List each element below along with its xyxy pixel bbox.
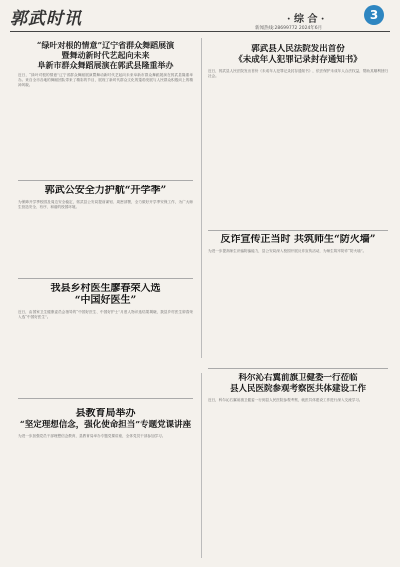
article-separator xyxy=(208,230,388,231)
article-body: 近日，郭武县人民法院发出首份《未成年人犯罪记录封存通知书》，依法保护未成年人合法权益，帮助其顺利回归社会。 xyxy=(208,69,388,78)
article-separator xyxy=(18,180,193,181)
page-header xyxy=(0,0,400,32)
article-anti-fraud xyxy=(208,234,388,374)
article-art-festival xyxy=(18,40,193,176)
article-body: 为进一步加强党员干部理想信念教育，县教育局举办专题党课讲座，全体党员干部参加学习。 xyxy=(18,434,166,438)
section-label: · 综 合 · xyxy=(287,14,325,25)
article-separator xyxy=(208,368,388,369)
article-subhead: “坚定理想信念，强化使命担当”专题党课讲座 xyxy=(19,420,192,430)
article-body: 为保障开学季校园及周边安全稳定，郭武县公安局提前谋划、周密部署，全力做好开学季安保工作，为广大师生营造安全、有序、和谐的校园环境。 xyxy=(18,200,193,209)
header-rule xyxy=(10,31,390,32)
article-police-school xyxy=(18,185,193,275)
article-headline: 郭武县人民法院发出首份 xyxy=(251,44,345,54)
article-headline: 反诈宣传正当时 共筑师生“防火墙” xyxy=(220,234,376,245)
column-divider-right xyxy=(201,373,202,558)
article-subhead: 《未成年人犯罪记录封存通知书》 xyxy=(234,55,362,65)
article-subhead: “中国好医生” xyxy=(74,295,137,306)
article-kicker: “绿叶对根的情意”辽宁省群众舞蹈展演 xyxy=(36,40,175,50)
article-body: 为进一步提高师生识骗防骗能力，县公安局深入校园开展反诈宣传活动，为师生筑牢防诈“防火墙”。 xyxy=(208,249,367,253)
newspaper-masthead: 郭武时讯 xyxy=(10,9,82,29)
page-number-badge: 3 xyxy=(364,5,384,25)
article-health-visit xyxy=(208,373,388,558)
article-headline: 县教育局举办 xyxy=(75,408,136,419)
column-divider-left xyxy=(201,38,202,358)
article-education-lecture xyxy=(18,408,193,558)
article-separator xyxy=(18,278,193,279)
article-body: 近日，由国家卫生健康委员会指导的“中国好医生、中国好护士”月度人物评选结果揭晓，我县乡村医生廖春荣入选“中国好医生”。 xyxy=(18,310,193,319)
article-headline: 郭武公安全力护航“开学季” xyxy=(44,185,167,196)
article-body: 近日，科尔沁右翼前旗卫健委一行到县人民医院参观考察，就医共体建设工作进行深入交流学习。 xyxy=(208,398,363,402)
article-headline: 科尔沁右翼前旗卫健委一行莅临 xyxy=(238,373,358,383)
article-village-doctor xyxy=(18,283,193,393)
article-subhead: 县人民医院参观考察医共体建设工作 xyxy=(229,384,366,394)
dateline: 新闻热线:28699772 2024年6月 xyxy=(255,26,323,31)
article-headline: 暨舞动新时代艺起向未来 xyxy=(61,50,150,60)
article-body: 近日，“绿叶对根的情意”辽宁省群众舞蹈展演暨舞动新时代艺起向未来阜新市群众舞蹈展演在郭武县隆重举办。来自全市各地的舞蹈团队带来了精彩的节目，展现了新时代群众文化的蓬勃发展与人民群众积极向上的精神风貌。 xyxy=(18,73,193,87)
article-headline: 我县乡村医生廖春荣入选 xyxy=(50,283,161,294)
article-separator xyxy=(18,398,193,399)
article-juvenile-records xyxy=(208,44,388,184)
article-subhead: 阜新市群众舞蹈展演在郭武县隆重举办 xyxy=(37,60,174,70)
